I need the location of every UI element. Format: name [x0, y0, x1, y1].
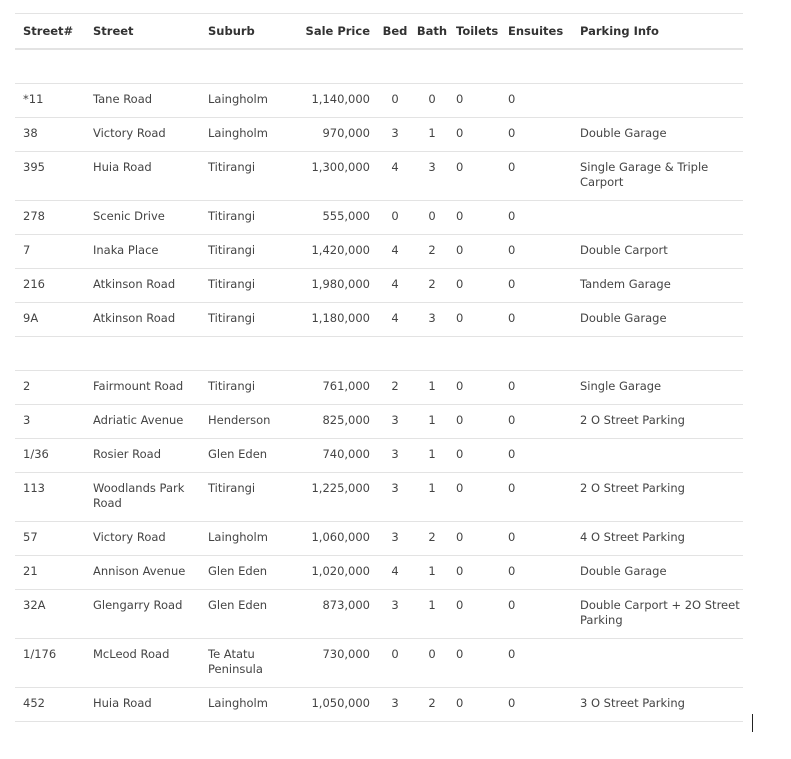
cell-street: Huia Road — [85, 151, 200, 200]
cell-parking-info: Single Garage & Triple Carport — [572, 151, 743, 200]
cell-suburb: Titirangi — [200, 234, 295, 268]
cell-toilets: 0 — [452, 687, 504, 721]
cell-ensuites: 0 — [504, 83, 572, 117]
table-row — [15, 438, 743, 472]
cell-bed: 3 — [378, 404, 412, 438]
cell-toilets: 0 — [452, 521, 504, 555]
cell-street-number: 452 — [15, 687, 85, 721]
cell-parking-info — [572, 200, 743, 234]
cell-suburb: Titirangi — [200, 370, 295, 404]
cell-street: Victory Road — [85, 117, 200, 151]
table-row — [15, 589, 743, 638]
cell-bed: 0 — [378, 83, 412, 117]
table-row — [15, 638, 743, 687]
cell-parking-info: 2 O Street Parking — [572, 404, 743, 438]
column-header-parking-info: Parking Info — [572, 14, 743, 50]
cell-sale-price: 1,300,000 — [295, 151, 378, 200]
cell-sale-price: 873,000 — [295, 589, 378, 638]
table-row — [15, 302, 743, 336]
cell-suburb: Titirangi — [200, 472, 295, 521]
table-row — [15, 687, 743, 721]
cell-toilets: 0 — [452, 370, 504, 404]
cell-toilets: 0 — [452, 151, 504, 200]
cell-bed: 0 — [378, 200, 412, 234]
cell-bath: 3 — [412, 151, 452, 200]
cell-street-number: 216 — [15, 268, 85, 302]
cell-parking-info: Double Carport + 2O Street Parking — [572, 589, 743, 638]
cell-suburb: Glen Eden — [200, 589, 295, 638]
table-header-row — [15, 14, 743, 50]
cell-bed: 4 — [378, 268, 412, 302]
column-header-street-number: Street# — [15, 14, 85, 50]
table-spacer-row — [15, 49, 743, 83]
cell-bath: 1 — [412, 555, 452, 589]
cell-street: Rosier Road — [85, 438, 200, 472]
cell-sale-price: 740,000 — [295, 438, 378, 472]
cell-bed: 3 — [378, 687, 412, 721]
cell-suburb: Henderson — [200, 404, 295, 438]
cell-parking-info — [572, 83, 743, 117]
cell-bath: 0 — [412, 83, 452, 117]
cell-toilets: 0 — [452, 472, 504, 521]
cell-parking-info: Double Carport — [572, 234, 743, 268]
cell-street: Woodlands Park Road — [85, 472, 200, 521]
cell-street-number: 57 — [15, 521, 85, 555]
cell-ensuites: 0 — [504, 472, 572, 521]
cell-sale-price: 1,140,000 — [295, 83, 378, 117]
cell-street: Victory Road — [85, 521, 200, 555]
cell-ensuites: 0 — [504, 521, 572, 555]
cell-street-number: 1/176 — [15, 638, 85, 687]
cell-ensuites: 0 — [504, 638, 572, 687]
cell-bath: 2 — [412, 268, 452, 302]
cell-street-number: 1/36 — [15, 438, 85, 472]
cell-bed: 3 — [378, 117, 412, 151]
cell-parking-info: Double Garage — [572, 302, 743, 336]
column-header-bed: Bed — [378, 14, 412, 50]
table-row — [15, 234, 743, 268]
cell-street-number: 395 — [15, 151, 85, 200]
cell-street: Fairmount Road — [85, 370, 200, 404]
cell-street: Adriatic Avenue — [85, 404, 200, 438]
cell-sale-price: 1,020,000 — [295, 555, 378, 589]
cell-sale-price: 761,000 — [295, 370, 378, 404]
column-header-bath: Bath — [412, 14, 452, 50]
cell-bed: 3 — [378, 521, 412, 555]
cell-ensuites: 0 — [504, 234, 572, 268]
table-row — [15, 472, 743, 521]
cell-sale-price: 1,980,000 — [295, 268, 378, 302]
cell-toilets: 0 — [452, 302, 504, 336]
cell-toilets: 0 — [452, 555, 504, 589]
cell-sale-price: 1,225,000 — [295, 472, 378, 521]
cell-ensuites: 0 — [504, 200, 572, 234]
cell-suburb: Glen Eden — [200, 555, 295, 589]
table-row — [15, 83, 743, 117]
cell-bed: 4 — [378, 151, 412, 200]
cell-toilets: 0 — [452, 200, 504, 234]
cell-ensuites: 0 — [504, 438, 572, 472]
cell-toilets: 0 — [452, 638, 504, 687]
cell-parking-info: Tandem Garage — [572, 268, 743, 302]
column-header-sale-price: Sale Price — [295, 14, 378, 50]
column-header-street: Street — [85, 14, 200, 50]
table-row — [15, 521, 743, 555]
cell-ensuites: 0 — [504, 117, 572, 151]
cell-suburb: Laingholm — [200, 521, 295, 555]
cell-street-number: 32A — [15, 589, 85, 638]
cell-parking-info — [572, 638, 743, 687]
column-header-suburb: Suburb — [200, 14, 295, 50]
cell-suburb: Laingholm — [200, 117, 295, 151]
cell-street: Atkinson Road — [85, 302, 200, 336]
cell-bath: 2 — [412, 234, 452, 268]
column-header-ensuites: Ensuites — [504, 14, 572, 50]
cell-bath: 1 — [412, 472, 452, 521]
cell-street-number: 9A — [15, 302, 85, 336]
cell-bed: 3 — [378, 589, 412, 638]
cell-street-number: 278 — [15, 200, 85, 234]
cell-street-number: 3 — [15, 404, 85, 438]
table-row — [15, 268, 743, 302]
cell-parking-info — [572, 438, 743, 472]
cell-bed: 4 — [378, 234, 412, 268]
cell-toilets: 0 — [452, 404, 504, 438]
cell-ensuites: 0 — [504, 370, 572, 404]
cell-street-number: 2 — [15, 370, 85, 404]
cell-street-number: 21 — [15, 555, 85, 589]
cell-street-number: 38 — [15, 117, 85, 151]
cell-street-number: *11 — [15, 83, 85, 117]
cell-sale-price: 1,060,000 — [295, 521, 378, 555]
cell-parking-info: Double Garage — [572, 555, 743, 589]
table-row — [15, 370, 743, 404]
cell-bath: 0 — [412, 200, 452, 234]
cell-suburb: Titirangi — [200, 302, 295, 336]
cell-parking-info: 4 O Street Parking — [572, 521, 743, 555]
cell-suburb: Glen Eden — [200, 438, 295, 472]
cell-suburb: Laingholm — [200, 687, 295, 721]
table-row — [15, 404, 743, 438]
cell-street: Atkinson Road — [85, 268, 200, 302]
cell-bath: 1 — [412, 404, 452, 438]
cell-ensuites: 0 — [504, 555, 572, 589]
cell-bath: 1 — [412, 370, 452, 404]
cell-ensuites: 0 — [504, 687, 572, 721]
cell-bed: 0 — [378, 638, 412, 687]
cell-toilets: 0 — [452, 589, 504, 638]
cell-street: Inaka Place — [85, 234, 200, 268]
cell-street-number: 7 — [15, 234, 85, 268]
table-row — [15, 200, 743, 234]
property-sales-table — [15, 13, 743, 722]
cell-parking-info: 2 O Street Parking — [572, 472, 743, 521]
cell-toilets: 0 — [452, 117, 504, 151]
cell-bath: 1 — [412, 589, 452, 638]
spacer-cell — [15, 49, 743, 83]
cell-suburb: Laingholm — [200, 83, 295, 117]
cell-street-number: 113 — [15, 472, 85, 521]
table-spacer-row — [15, 336, 743, 370]
cell-suburb: Titirangi — [200, 151, 295, 200]
cell-bed: 3 — [378, 472, 412, 521]
cell-ensuites: 0 — [504, 268, 572, 302]
spacer-cell — [15, 336, 743, 370]
cell-suburb: Titirangi — [200, 200, 295, 234]
cell-sale-price: 825,000 — [295, 404, 378, 438]
cell-sale-price: 1,050,000 — [295, 687, 378, 721]
cell-ensuites: 0 — [504, 589, 572, 638]
cell-toilets: 0 — [452, 438, 504, 472]
cell-toilets: 0 — [452, 234, 504, 268]
cell-street: Scenic Drive — [85, 200, 200, 234]
table-row — [15, 117, 743, 151]
cell-bath: 3 — [412, 302, 452, 336]
cell-toilets: 0 — [452, 83, 504, 117]
cell-sale-price: 730,000 — [295, 638, 378, 687]
cell-street: Tane Road — [85, 83, 200, 117]
cell-street: Huia Road — [85, 687, 200, 721]
cell-bed: 4 — [378, 555, 412, 589]
cell-bath: 2 — [412, 521, 452, 555]
cell-sale-price: 1,420,000 — [295, 234, 378, 268]
cell-bed: 2 — [378, 370, 412, 404]
cell-parking-info: Single Garage — [572, 370, 743, 404]
table-row — [15, 151, 743, 200]
cell-ensuites: 0 — [504, 404, 572, 438]
cell-sale-price: 555,000 — [295, 200, 378, 234]
cell-parking-info: 3 O Street Parking — [572, 687, 743, 721]
cell-toilets: 0 — [452, 268, 504, 302]
cell-suburb: Te Atatu Peninsula — [200, 638, 295, 687]
cell-street: Annison Avenue — [85, 555, 200, 589]
cell-bath: 2 — [412, 687, 452, 721]
cell-bed: 3 — [378, 438, 412, 472]
cell-bed: 4 — [378, 302, 412, 336]
column-header-toilets: Toilets — [452, 14, 504, 50]
cell-parking-info: Double Garage — [572, 117, 743, 151]
cell-street: McLeod Road — [85, 638, 200, 687]
cell-ensuites: 0 — [504, 302, 572, 336]
table-row — [15, 555, 743, 589]
text-cursor — [752, 714, 753, 732]
cell-street: Glengarry Road — [85, 589, 200, 638]
table-body — [15, 49, 743, 721]
cell-bath: 1 — [412, 438, 452, 472]
cell-sale-price: 970,000 — [295, 117, 378, 151]
cell-ensuites: 0 — [504, 151, 572, 200]
cell-bath: 1 — [412, 117, 452, 151]
cell-bath: 0 — [412, 638, 452, 687]
cell-sale-price: 1,180,000 — [295, 302, 378, 336]
cell-suburb: Titirangi — [200, 268, 295, 302]
